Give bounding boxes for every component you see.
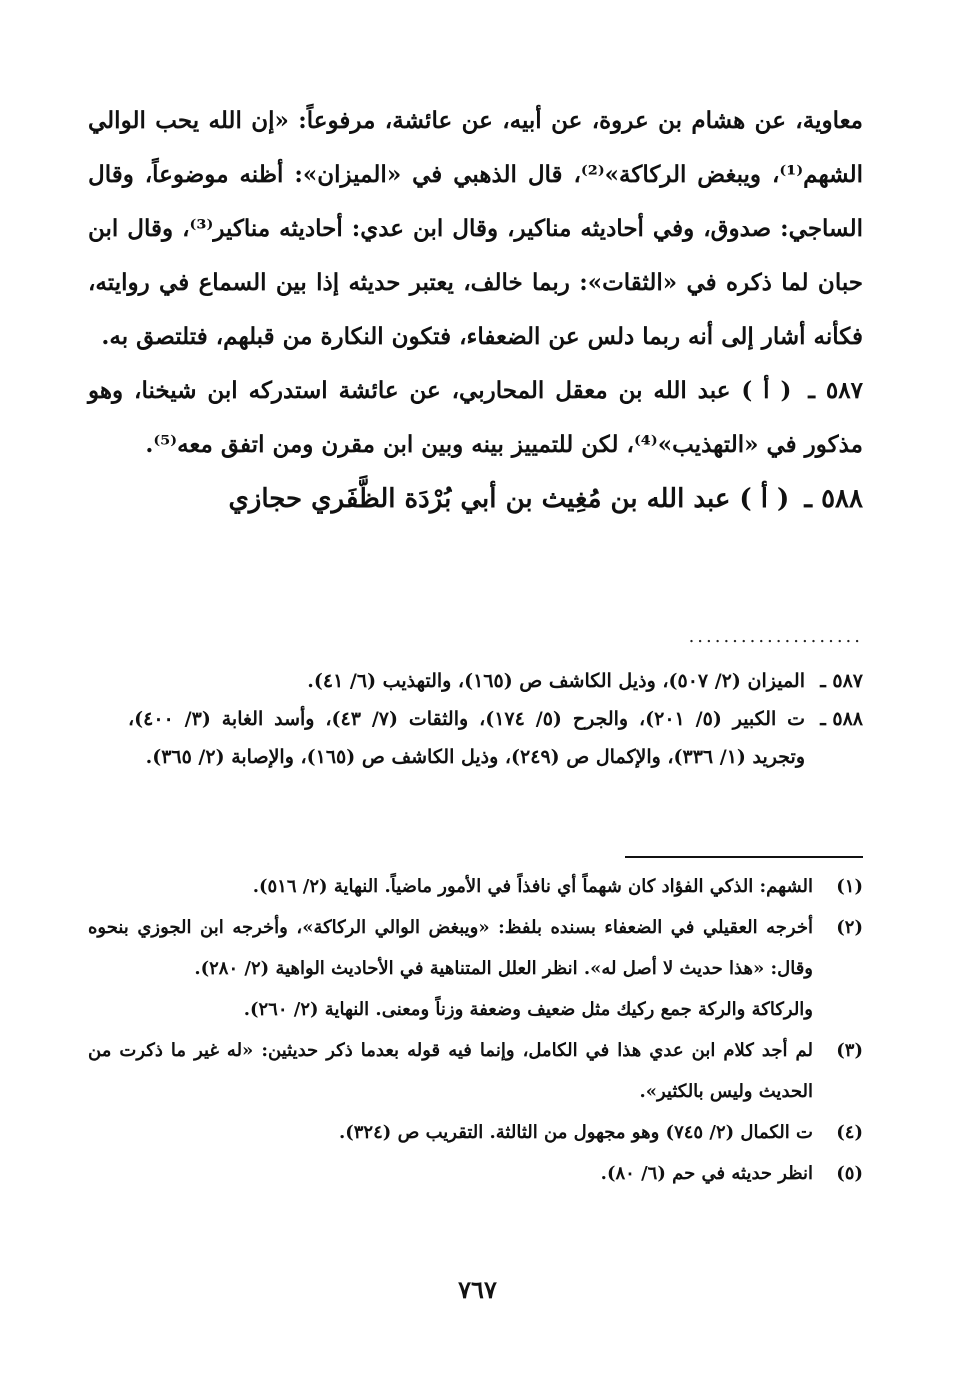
footnote-number: (٥): [836, 1163, 863, 1184]
footnote-divider: [625, 856, 863, 858]
text-line: أحاديثه مناكير⁽³⁾، وقال ابن حبان لما ذكره في «الثقات»: ربما خالف، يعتبر: [88, 215, 863, 296]
main-text: [88, 94, 863, 526]
footnote-number: (١): [836, 876, 863, 897]
footnote-number: (٣): [836, 1040, 863, 1061]
footnote: [88, 1030, 863, 1112]
text-line: ( أ ) عبد الله بن معقل المحاربي، عن عائشة استدركه: [248, 377, 792, 404]
text-line: حديثه إذا بين السماع في روايته، فكأنه أشار إلى أنه ربما دلس عن الضعفاء،: [88, 269, 863, 350]
footnote-text: الشهم: الذكي الفؤاد كان شهماً أي نافذاً في الأمور ماضياً. النهاية (٢/ ٥١٦).: [252, 876, 813, 897]
sources-block: [128, 662, 863, 776]
footnote-number: (٤): [836, 1122, 863, 1143]
source-number: ٥٨٨ ـ: [820, 708, 864, 730]
footnote: [88, 866, 863, 907]
source-text: ت الكبير (٥/ ٢٠١)، والجرح (٥/ ١٧٤)، والثقات (٧/ ٤٣)، وأسد الغابة (٣/ ٤٠٠)، وتجريد (١/ ٣٣٦)، والإكمال ص (٢٤٩)، وذيل الكاشف ص (١٦٥)، والإصابة (٢/ ٣٦٥).: [128, 708, 806, 768]
entry-number: ٥٨٧ ـ: [808, 377, 863, 404]
source-number: ٥٨٧ ـ: [820, 670, 863, 692]
footnote-text: لم أجد كلام ابن عدي هذا في الكامل، وإنما فيه قوله بعدما ذكر حديثين: «له غير ما ذكرت من الحديث وليس بالكثير».: [88, 1040, 813, 1102]
section-separator: ....................: [688, 626, 863, 647]
source-entry: [128, 700, 863, 776]
footnote: [88, 907, 863, 989]
entry-heading: ( أ ) عبد الله بن مُغِيث بن أبي بُرْدَة الظَّفَري حجازي: [228, 484, 790, 514]
text-line: معاوية، عن هشام بن عروة، عن أبيه، عن عائشة، مرفوعاً: «إن الله يحب: [155, 107, 863, 134]
page-number: ٧٦٧: [458, 1275, 497, 1304]
footnote-text: انظر حديثه في حم (٦/ ٨٠).: [600, 1163, 813, 1184]
entry-587: [88, 364, 863, 472]
footnote-text: أخرجه العقيلي في الضعفاء بسنده بلفظ: «ويبغض الوالي الركاكة»، وأخرجه ابن الجوزي بنحوه وقال: «هذا حديث لا أصل له». انظر العلل المتناهية في الأحاديث الواهية (٢/ ٢٨٠).: [88, 917, 813, 979]
entry-number: ٥٨٨ ـ: [804, 484, 863, 514]
source-text: الميزان (٢/ ٥٠٧)، وذيل الكاشف ص (١٦٥)، والتهذيب (٦/ ٤١).: [307, 670, 805, 692]
paragraph-continued: [88, 94, 863, 364]
text-line: فتكون النكارة من قبلهم، فتلتصق به.: [101, 323, 452, 350]
text-line: ابن شيخنا، وهو مذكور في «التهذيب»⁽⁴⁾، لكن للتمييز بينه وبين ابن مقرن: [88, 377, 863, 458]
footnote: [88, 1153, 863, 1194]
source-entry: [128, 662, 863, 700]
footnote-text: ت الكمال (٢/ ٧٤٥) وهو مجهول من الثالثة. التقريب ص (٣٢٤).: [338, 1122, 813, 1143]
text-line: موضوعاً، وقال الساجي: صدوق، وفي أحاديثه مناكير، وقال ابن عدي:: [88, 161, 863, 242]
text-line: الوالي الشهم⁽¹⁾، ويبغض الركاكة»⁽²⁾، قال الذهبي في «الميزان»: أظنه: [88, 107, 863, 188]
entry-588: [88, 472, 863, 526]
footnote: [88, 1112, 863, 1153]
footnote-continuation: والركاكة والركة جمع ركيك مثل ضعيف وضعفة وزناً ومعنى. النهاية (٢/ ٢٦٠).: [243, 999, 813, 1020]
footnote-number: (٢): [836, 917, 863, 938]
text-line: ومن اتفق معه⁽⁵⁾.: [145, 431, 314, 458]
footnotes: [88, 866, 863, 1194]
